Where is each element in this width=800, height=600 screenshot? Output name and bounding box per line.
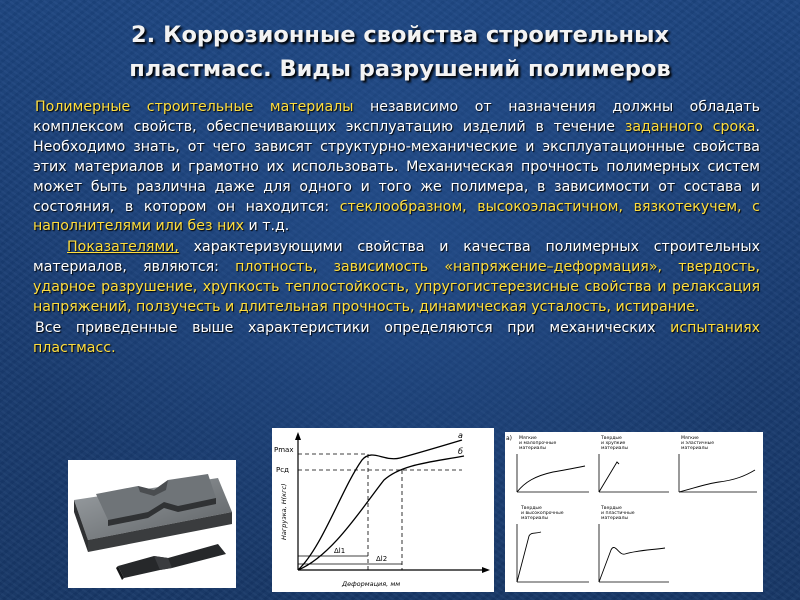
- dl1-label: Δl1: [334, 547, 346, 555]
- curve-b: [298, 456, 464, 570]
- highlight-term: заданного срока: [624, 118, 756, 135]
- panel-5-label: Твердые и пластичные материалы: [601, 506, 635, 521]
- load-deformation-graph: [272, 428, 494, 592]
- paragraph-2: [33, 238, 760, 318]
- highlight-properties-list: плотность, зависимость «напряжение–деформация», твердость, ударное разрушение, хрупкость теплостойкость, упругогистерезисные свойства и релаксация напряжений, ползучесть и длительная прочность, динамическая усталость, истирание.: [33, 259, 760, 316]
- x-axis-label: Деформация, мм: [342, 580, 401, 588]
- material-types-svg: [505, 432, 763, 592]
- panel-2-label: Твердые и хрупкие материалы: [601, 436, 629, 451]
- highlight-tests: испытаниях пластмасс.: [33, 319, 760, 356]
- paragraph-1-text-c: и т.д.: [243, 218, 290, 235]
- specimen-photo-drawing: [68, 460, 236, 588]
- dl2-label: Δl2: [376, 555, 388, 563]
- panel-5-curve: [599, 548, 665, 582]
- paragraph-1: [33, 98, 760, 237]
- paragraph-2-text-a: характеризующими свойства и качества полимерных строительных материалов, являются:: [33, 239, 760, 276]
- title-line-2: пластмасс. Виды разрушений полимеров: [129, 56, 671, 82]
- x-axis-arrow: [482, 567, 490, 573]
- panel-letter: а): [506, 435, 513, 442]
- panel-3-curve: [679, 470, 755, 492]
- curve-a: [298, 440, 462, 570]
- load-deformation-svg: [272, 428, 494, 592]
- specimen-photo: [68, 460, 236, 588]
- panel-1-label: Мягкие и малопрочные материалы: [519, 436, 557, 451]
- page-title: [40, 18, 760, 86]
- paragraph-3-text-a: Все приведенные выше характеристики определяются при механических: [35, 319, 671, 336]
- paragraph-3: [33, 319, 760, 359]
- title-line-1: 2. Коррозионные свойства строительных: [131, 22, 669, 48]
- y-axis-arrow: [295, 432, 301, 440]
- body-text: [33, 98, 760, 359]
- highlight-states: стеклообразном, высокоэластичном, вязкотекучем, с наполнителями или без них: [33, 198, 760, 235]
- pmax-label: Pmax: [274, 446, 294, 454]
- paragraph-1-text-b: . Необходимо знать, от чего зависят структурно-механические и эксплуатационные свойства этих материалов и грамотно их использовать. Механическая прочность полимерных систем может быть различна даже для одного и того же полимера, в зависимости от состава и состояния, в котором он находится:: [33, 118, 760, 215]
- panel-3-label: Мягкие и эластичные материалы: [681, 436, 715, 451]
- material-types-graph: [505, 432, 763, 592]
- highlight-indicators: Показателями,: [67, 239, 179, 256]
- curve-b-label: б: [458, 447, 463, 456]
- panel-4-curve: [517, 532, 541, 582]
- psd-label: Pсд: [276, 466, 289, 474]
- highlight-materials: Полимерные строительные материалы: [35, 99, 354, 115]
- panel-1-curve: [517, 466, 585, 492]
- curve-a-label: а: [458, 431, 463, 440]
- y-axis-label: Нагрузка, Н(кгс): [280, 483, 288, 540]
- paragraph-1-text-a: независимо от назначения должны обладать комплексом свойств, обеспечивающих эксплуатацию изделий в течение: [33, 99, 760, 135]
- panel-2-curve: [599, 462, 619, 492]
- panel-4-label: Твердые и высокопрочные материалы: [521, 506, 564, 521]
